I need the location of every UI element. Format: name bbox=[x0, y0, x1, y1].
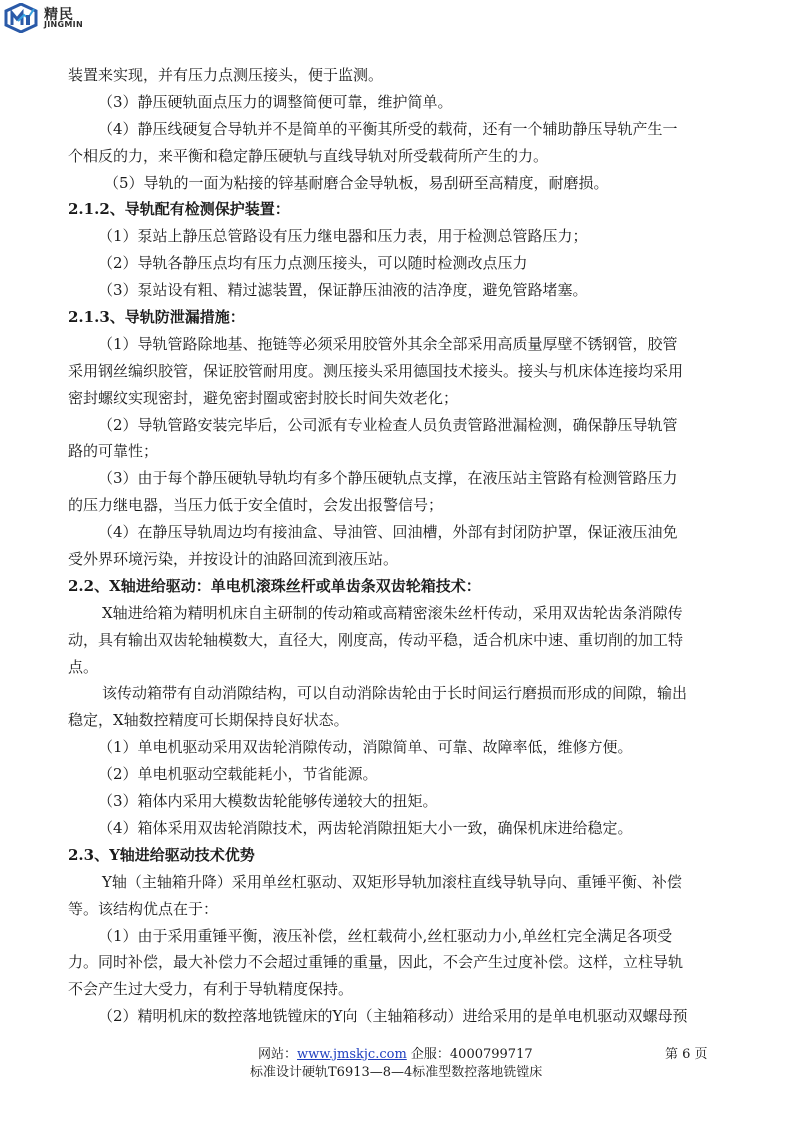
paragraph-line: 动，具有输出双齿轮轴模数大，直径大，刚度高，传动平稳，适合机床中速、重切削的加工特 bbox=[68, 630, 684, 649]
paragraph-line: 力。同时补偿，最大补偿力不会超过重锤的重量，因此，不会产生过度补偿。这样，立柱导轨 bbox=[68, 953, 684, 972]
logo-english-name: JINGMIN bbox=[44, 20, 83, 29]
section-heading: 2.2、X轴进给驱动：单电机滚珠丝杆或单齿条双齿轮箱技术： bbox=[68, 576, 481, 595]
paragraph-line: （3）由于每个静压硬轨导轨均有多个静压硬轨点支撑，在液压站主管路有检测管路压力 bbox=[98, 469, 678, 488]
section-heading: 2.3、Y轴进给驱动技术优势 bbox=[68, 845, 255, 864]
website-label: 网站： bbox=[258, 1047, 298, 1062]
paragraph-line: Y轴（主轴箱升降）采用单丝杠驱动、双矩形导轨加滚柱直线导轨导向、重锤平衡、补偿 bbox=[102, 872, 682, 891]
document-body bbox=[68, 62, 738, 1030]
paragraph-line: 点。 bbox=[68, 657, 99, 676]
paragraph-line: （2）精明机床的数控落地铣镗床的Y向（主轴箱移动）进给采用的是单电机驱动双螺母预 bbox=[98, 1007, 688, 1026]
paragraph-line: X轴进给箱为精明机床自主研制的传动箱或高精密滚朱丝杆传动，采用双齿轮齿条消隙传 bbox=[102, 603, 683, 622]
document-title: 标准设计硬轨T6913—8—4标准型数控落地铣镗床 bbox=[250, 1065, 543, 1080]
paragraph-line: （1）导轨管路除地基、拖链等必须采用胶管外其余全部采用高质量厚壁不锈钢管，胶管 bbox=[98, 334, 678, 353]
paragraph-line: （1）由于采用重锤平衡，液压补偿，丝杠载荷小,丝杠驱动力小,单丝杠完全满足各项受 bbox=[98, 926, 673, 945]
paragraph-line: （1）单电机驱动采用双齿轮消隙传动，消隙简单、可靠、故障率低，维修方便。 bbox=[98, 738, 633, 757]
paragraph-line: （2）单电机驱动空载能耗小，节省能源。 bbox=[98, 765, 378, 784]
paragraph-line: 路的可靠性； bbox=[68, 442, 159, 461]
company-logo bbox=[4, 3, 94, 33]
logo-chinese-name: 精民 bbox=[44, 7, 74, 23]
paragraph-line: 装置来实现，并有压力点测压接头，便于监测。 bbox=[68, 66, 384, 84]
paragraph-line: （5）导轨的一面为粘接的锌基耐磨合金导轨板，易刮研至高精度，耐磨损。 bbox=[104, 173, 609, 192]
paragraph-line: （3）静压硬轨面点压力的调整简便可靠，维护简单。 bbox=[98, 92, 453, 111]
paragraph-line: （3）箱体内采用大模数齿轮能够传递较大的扭矩。 bbox=[98, 792, 438, 811]
service-phone: 企服：4000799717 bbox=[406, 1047, 533, 1062]
paragraph-line: （2）导轨各静压点均有压力点测压接头，可以随时检测改点压力 bbox=[98, 254, 528, 273]
paragraph-line: 个相反的力，来平衡和稳定静压硬轨与直线导轨对所受载荷所产生的力。 bbox=[68, 146, 549, 165]
paragraph-line: （4）在静压导轨周边均有接油盒、导油管、回油槽，外部有封闭防护罩，保证液压油免 bbox=[98, 523, 678, 542]
website-link[interactable]: www.jmskjc.com bbox=[297, 1047, 407, 1062]
paragraph-line: 密封螺纹实现密封，避免密封圈或密封胶长时间失效老化； bbox=[68, 388, 459, 407]
paragraph-line: （2）导轨管路安装完毕后，公司派有专业检查人员负责管路泄漏检测，确保静压导轨管 bbox=[98, 415, 678, 434]
page-number: 第 6 页 bbox=[665, 1047, 708, 1062]
paragraph-line: 受外界环境污染，并按设计的油路回流到液压站。 bbox=[68, 550, 399, 569]
paragraph-line: 不会产生过大受力，有利于导轨精度保持。 bbox=[68, 980, 354, 999]
paragraph-line: （3）泵站设有粗、精过滤装置，保证静压油液的洁净度，避免管路堵塞。 bbox=[98, 281, 588, 300]
paragraph-line: （4）箱体采用双齿轮消隙技术，两齿轮消隙扭矩大小一致，确保机床进给稳定。 bbox=[98, 818, 633, 837]
section-heading: 2.1.3、导轨防泄漏措施： bbox=[68, 308, 245, 327]
paragraph-line: 等。该结构优点在于： bbox=[68, 899, 219, 918]
paragraph-line: 稳定，X轴数控精度可长期保持良好状态。 bbox=[68, 711, 349, 730]
paragraph-line: 的压力继电器，当压力低于安全值时，会发出报警信号； bbox=[68, 496, 444, 515]
footer-contact bbox=[258, 1043, 533, 1062]
paragraph-line: （1）泵站上静压总管路设有压力继电器和压力表，用于检测总管路压力； bbox=[98, 227, 588, 246]
section-heading: 2.1.2、导轨配有检测保护装置： bbox=[68, 200, 290, 219]
paragraph-line: 该传动箱带有自动消隙结构，可以自动消除齿轮由于长时间运行磨损而形成的间隙，输出 bbox=[102, 684, 688, 703]
paragraph-line: 采用钢丝编织胶管，保证胶管耐用度。测压接头采用德国技术接头。接头与机床体连接均采用 bbox=[68, 361, 684, 380]
paragraph-line: （4）静压线硬复合导轨并不是简单的平衡其所受的载荷，还有一个辅助静压导轨产生一 bbox=[98, 119, 678, 138]
jingmin-logo-icon bbox=[4, 3, 38, 33]
